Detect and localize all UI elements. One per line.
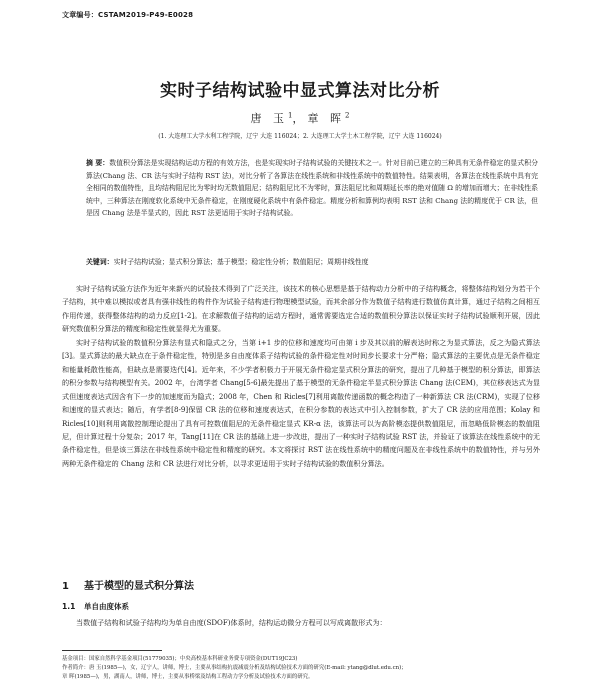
abstract	[86, 157, 538, 220]
footnote-author-1: 作者简介：唐 玉(1985—)，女，辽宁人，讲师，博士，主要从事结构抗震减震分析及结构试验技术方面的研究(E-mail: ytang@dlut.edu.cn)；	[62, 665, 407, 671]
abstract-label: 摘 要：	[86, 159, 110, 167]
intro-paragraph-2: 实时子结构试验的数值积分算法有显式和隐式之分，当第 i+1 步的位移和速度均可由第 i 步及其以前的解表达时称之为显式算法，反之为隐式算法[3]。显式算法的最大缺点在于条件稳定性，特别是多自由度体系子结构试验的条件稳定性对时间步长要求十分严格；隐式算法的主要优点是无条件稳定和能量耗散性能高，但缺点是需要迭代[4]。近年来，不少学者积极力于开展无条件稳定显式积分算法的研究，提出了几种基于模型的积分算法，即算法的积分参数与结构模型有关。2002 年，台湾学者 Chang[5-6]最先提出了基于模型的无条件稳定半显式积分算法 Chang 法(CEM)，其位移表达式为显式但速度表达式因含有下一步的加速度而为隐式；2008 年，Chen 和 Ricles[7]利用离散传递函数的概念构造了一种新算法 CR 法(CRM)，实现了位移和速度的显式表达；随后，有学者[8-9]保留 CR 法的位移和速度表达式，在积分参数的表达式中引入控制参数，扩大了 CR 法的应用范围；Kolay 和 Ricles[10]则利用离散控制理论提出了具有可控数值阻尼的无条件稳定显式 KR-α 法，该算法可以为高阶模态提供数值阻尼，而忽略低阶模态的数值阻尼，但计算过程十分复杂；2017 年，Tang[11]在 CR 法的基础上进一步改进，提出了一种实时子结构试验 RST 法，并验证了该算法在线性系统中的无条件稳定性，但是该三算法在非线性系统中稳定性和精度的研究。本文将探讨 RST 法在线性系统中的精度问题及在非线性系统中的数值特性，并与另外两种无条件稳定的 Chang 法和 CR 法进行对比分析，以寻求更适用于实时子结构试验的数值积分算法。	[62, 337, 540, 468]
footnotes	[62, 655, 540, 682]
introduction	[62, 282, 540, 470]
subsection-number: 1.1	[62, 602, 76, 611]
keywords	[86, 256, 538, 268]
article-number: 文章编号：CSTAM2019-P49-E0028	[62, 11, 194, 19]
keywords-text: 实时子结构试验；显式积分算法；基于模型；稳定性分析；数值阻尼；周期非线性度	[113, 258, 369, 266]
intro-paragraph-1: 实时子结构试验方法作为近年来新兴的试验技术得到了广泛关注，该技术的核心思想是基于结构动力分析中的子结构概念，将整体结构划分为若干个子结构，其中难以模拟或者具有强非线性的构件作为试验子结构进行物理模型试验，而其余部分作为数值子结构进行数值仿真计算，通过子结构之间相互作用传递，获得整体结构的动力反应[1-2]。在求解数值子结构的运动方程时，通常需要选定合适的数值积分算法以保证实时子结构试验顺利开展，因此研究数值积分算法的精度和稳定性就显得尤为重要。	[62, 284, 540, 334]
section-paragraph: 当数值子结构和试验子结构均为单自由度(SDOF)体系时，结构运动微分方程可以写成离散形式为：	[76, 618, 387, 627]
subsection-title: 单自由度体系	[84, 602, 129, 611]
author-2-sup: 2	[345, 111, 350, 120]
footnote-author-2: 章 晖(1985—)，男，湖南人，讲师，博士，主要从事桥梁及结构工程动力学分析及试验技术方面的研究。	[62, 674, 314, 680]
abstract-text: 数值积分算法是实现结构运动方程的有效方法，也是实现实时子结构试验的关键技术之一。针对目前已建立的三种具有无条件稳定的显式积分算法(Chang 法、CR 法与实时子结构 RST 法)，对比分析了各算法在线性系统和非线性系统中的数值特性。结果表明，各算法在线性系统中具有完全相同的数值特性，且均结构阻尼比为零时均无数值阻尼；结构阻尼比不为零时，算法阻尼比和周期延长率的绝对值随 Ω 的增加而增大；在非线性系统中，三种算法在刚度软化系统中无条件稳定，在刚度硬化系统中有条件稳定。精度分析和算例均表明 RST 法和 Chang 法的精度优于 CR 法，但是因 Chang 法是半显式的，因此 RST 法更适用于实时子结构试验。	[86, 159, 538, 218]
subsection-heading	[62, 601, 129, 612]
author-separator: ，	[292, 112, 308, 125]
author-1-sup: 1	[288, 111, 293, 120]
section-heading	[62, 577, 194, 592]
footnote-funding: 基金项目：国家自然科学基金项目(51779035)；中央高校基本科研业务费专项资金(DUT19JC23)	[62, 656, 298, 662]
footnote-rule	[62, 650, 162, 651]
section-title: 基于模型的显式积分算法	[84, 581, 194, 592]
affiliation: (1. 大连理工大学水利工程学院，辽宁 大连 116024；2. 大连理工大学土木工程学院，辽宁 大连 116024)	[158, 133, 442, 140]
keywords-label: 关键词：	[86, 258, 114, 266]
author-line	[0, 110, 600, 126]
author-2-name: 章 晖	[307, 112, 345, 125]
section-number: 1	[62, 581, 69, 592]
paper-title: 实时子结构试验中显式算法对比分析	[160, 81, 440, 101]
author-1-name: 唐 玉	[250, 112, 289, 125]
